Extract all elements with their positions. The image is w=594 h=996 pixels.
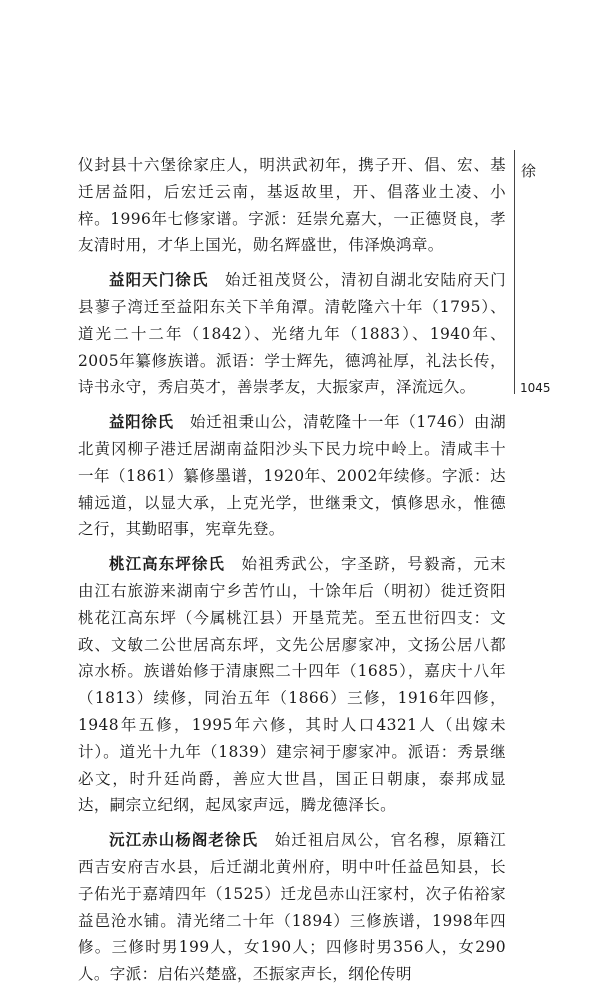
- paragraph-text: 始祖秀武公，字圣跻，号毅斋，元末由江右旅游来湖南宁乡苦竹山，十馀年后（明初）徙迁资阳桃花江高东坪（今属桃江县）开垦荒芜。至五世衍四支：文政、文敏二公世居高东坪，文先公居廖家冲，文扬公居八都凉水桥。族谱始修于清康熙二十四年（1685），嘉庆十八年（1813）续修，同治五年（1866）三修，1916年四修，1948年五修，1995年六修，其时人口4321人（出嫁未计）。道光十九年（1839）建宗祠于廖家冲。派语：秀景继必文，时升廷尚爵，善应大世昌，国正日朝康，泰邦成显达，嗣宗立纪纲，起凤家声远，腾龙德泽长。: [78, 555, 506, 815]
- paragraph-text: 始迁祖秉山公，清乾隆十一年（1746）由湖北黄冈柳子港迁居湖南益阳沙头下民力垸中岭上。清咸丰十一年（1861）纂修墨谱，1920年、2002年续修。字派：达辅远道，以显大承，上克光学，世继秉文，慎修思永，惟德之行，其勤昭事，宪章先登。: [78, 413, 506, 539]
- paragraph-taojiang-gaodongping-xu: [78, 551, 506, 819]
- paragraph-heading: 益阳徐氏: [109, 412, 174, 432]
- surname-index-char: 徐: [521, 162, 537, 180]
- main-text-column: [78, 152, 506, 996]
- paragraph-yiyang-tianmen-xu: [78, 267, 506, 401]
- paragraph-heading: 益阳天门徐氏: [109, 270, 209, 290]
- paragraph-text: 仪封县十六堡徐家庄人，明洪武初年，携子开、倡、宏、基迁居益阳，后宏迁云南，基返故里，开、倡落业土凌、小梓。1996年七修家谱。字派：廷崇允嘉大，一正德贤良，孝友清时用，才华上国光，勋名辉盛世，伟泽焕鸿章。: [78, 156, 506, 255]
- paragraph-yuanjiang-chishan-xu: [78, 827, 506, 988]
- margin-divider-line: [514, 150, 515, 394]
- paragraph-yiyang-xu: [78, 409, 506, 543]
- paragraph-heading: 桃江高东坪徐氏: [109, 554, 225, 574]
- page-number: 1045: [520, 381, 551, 395]
- paragraph-continued: [78, 152, 506, 259]
- paragraph-heading: 沅江赤山杨阁老徐氏: [109, 830, 259, 850]
- paragraph-text: 始迁祖启凤公，官名穆，原籍江西吉安府吉水县，后迁湖北黄州府，明中叶任益邑知县，长子佑光于嘉靖四年（1525）迁龙邑赤山汪家村，次子佑裕家益邑沧水铺。清光绪二十年（1894）三修族谱，1998年四修。三修时男199人，女190人；四修时男356人，女290人。字派：启佑兴楚盛，丕振家声长，纲伦传明: [78, 831, 506, 984]
- paragraph-text: 始迁祖茂贤公，清初自湖北安陆府天门县蓼子湾迁至益阳东关下羊角潭。清乾隆六十年（1795）、道光二十二年（1842）、光绪九年（1883）、1940年、2005年纂修族谱。派语：学士辉先，德鸿祉厚，礼法长传，诗书永守，秀启英才，善崇孝友，大振家声，泽流远久。: [78, 271, 506, 397]
